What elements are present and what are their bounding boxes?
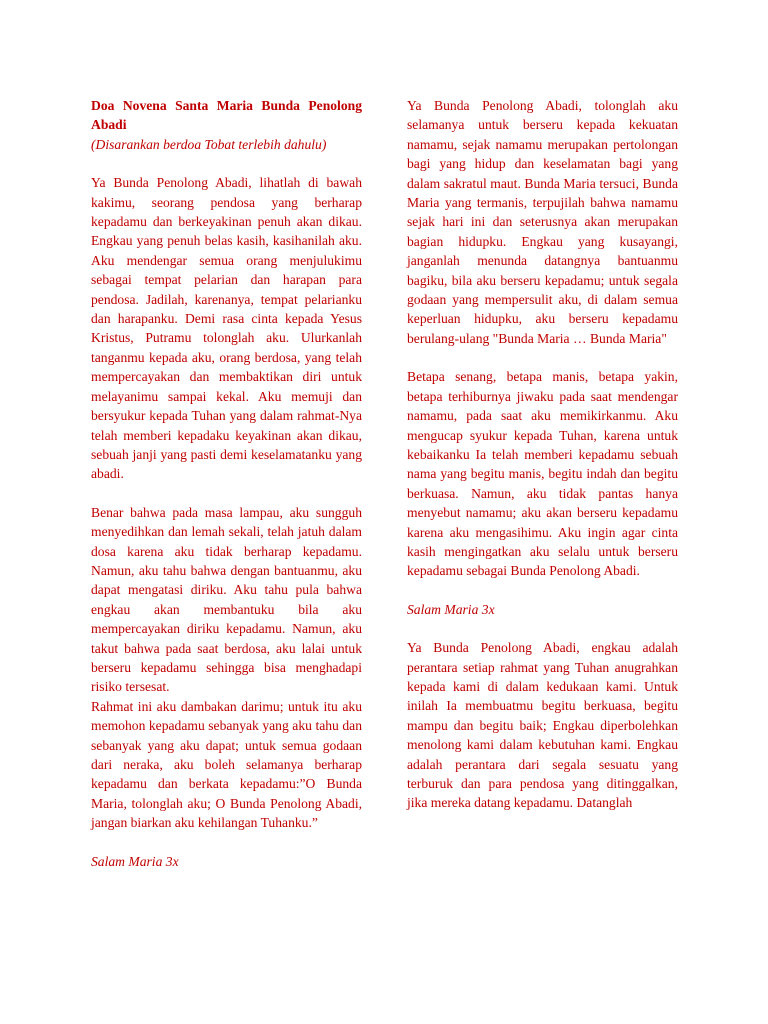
paragraph: Ya Bunda Penolong Abadi, engkau adalah perantara setiap rahmat yang Tuhan anugrahkan kepada kami di dalam kedukaan kami. Untuk inilah Ia membuatmu begitu berkuasa, begitu mampu dan begitu baik; Engkau diperbolehkan menolong kami dalam kebutuhan kami. Engkau adalah perantara dari segala sesuatu yang terburuk dan para pendosa yang ditinggalkan, jika mereka datang kepadamu. Datanglah	[407, 640, 678, 811]
paragraph: Betapa senang, betapa manis, betapa yakin, betapa terhiburnya jiwaku pada saat mendengar namamu, pada saat aku memikirkanmu. Aku mengucap syukur kepada Tuhan, karena untuk kebaikanku Ia telah memberi kepadamu sebuah nama yang begitu manis, begitu indah dan begitu berkuasa. Namun, aku tidak pantas hanya menyebut namamu; aku akan berseru kepadamu karena aku mengasihimu. Aku ingin agar cinta kasih mengingatkan aku selalu untuk berseru kepadamu sebagai Bunda Penolong Abadi.	[407, 369, 678, 579]
paragraph: Ya Bunda Penolong Abadi, lihatlah di bawah kakimu, seorang pendosa yang berharap kepadamu dan berkeyakinan penuh akan dikau. Engkau yang penuh belas kasih, kasihanilah aku. Aku mendengar semua orang menjulukimu sebagai tempat pelarian dan harapan para pendosa. Jadilah, karenanya, tempat pelarianku dan harapanku. Demi rasa cinta kepada Yesus Kristus, Putramu tolonglah aku. Ulurkanlah tanganmu kepada aku, orang berdosa, yang telah mempercayakan dan membaktikan diri untuk melayanimu sampai kekal. Aku memuji dan bersyukur kepada Tuhan yang dalam rahmat-Nya telah memberi kepadaku keyakinan akan dikau, sebuah janji yang pasti demi keselamatanku yang abadi.	[91, 175, 362, 482]
paragraph: Rahmat ini aku dambakan darimu; untuk itu aku memohon kepadamu sebanyak yang aku tahu dan sebanyak yang aku dapat; untuk semua godaan dari neraka, aku boleh selamanya berharap kepadamu dan berkata kepadamu:”O Bunda Maria, tolonglah aku; O Bunda Penolong Abadi, jangan biarkan aku kehilangan Tuhanku.”	[91, 698, 362, 831]
salam-maria-label: Salam Maria 3x	[91, 853, 179, 869]
paragraph: Benar bahwa pada masa lampau, aku sungguh menyedihkan dan lemah sekali, telah jatuh dalam dosa karena aku tidak berharap kepadamu. Namun, aku tahu bahwa dengan bantuanmu, aku dapat mengatasi diriku. Aku tahu pula bahwa engkau akan membantuku bila aku mempercayakan diriku kepadamu. Namun, aku takut bahwa pada saat berdosa, aku lalai untuk berseru kepadamu sehingga bisa menghadapi risiko tersesat.	[91, 504, 362, 695]
paragraph: Ya Bunda Penolong Abadi, tolonglah aku selamanya untuk berseru kepada kekuatan namamu, sejak namamu merupakan pertolongan bagi yang hidup dan keselamatan bagi yang dalam sakratul maut. Bunda Maria tersuci, Bunda Maria yang termanis, terpujilah bahwa namamu sejak hari ini dan seterusnya akan merupakan bagian hidupku. Engkau yang kusayangi, janganlah menunda datangnya bantuanmu bagiku, bila aku berseru kepadamu; untuk segala godaan yang mempersulit aku, di dalam semua keperluan hidupku, aku berseru kepadamu berulang-ulang "Bunda Maria … Bunda Maria"	[407, 98, 678, 346]
salam-maria-label: Salam Maria 3x	[407, 601, 495, 617]
left-column	[91, 96, 362, 890]
prayer-subtitle: (Disarankan berdoa Tobat terlebih dahulu)	[91, 136, 327, 152]
right-column	[407, 96, 678, 832]
prayer-title: Doa Novena Santa Maria Bunda Penolong Abadi	[91, 98, 362, 133]
